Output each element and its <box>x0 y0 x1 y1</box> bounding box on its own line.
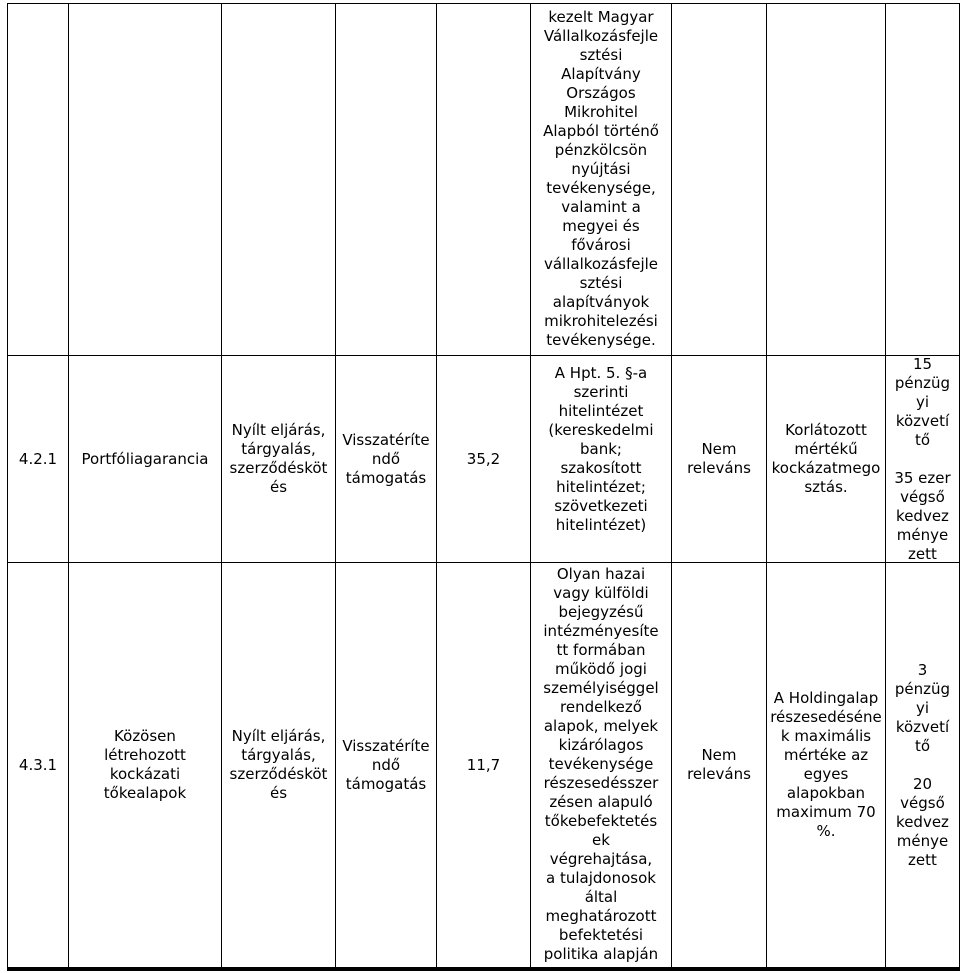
relevance-text: Nem releváns <box>687 440 751 477</box>
table-bottom-border <box>7 967 960 971</box>
relevance-cell <box>672 563 766 967</box>
eligible-cell <box>531 364 671 562</box>
relevance-cell <box>672 356 766 562</box>
row-id-cell <box>8 563 68 967</box>
limit-text: A Holdingalap részesedéséne k maximális mértéke az egyes alapokban maximum 70 %. <box>770 689 882 840</box>
limit-cell <box>767 356 885 562</box>
beneficiaries-text: 3 pénzüg yi közvetí tő 20 végső kedvez ménye zett <box>894 660 951 869</box>
procedure-cell <box>222 563 335 967</box>
amount-text: 11,7 <box>466 755 501 774</box>
name-text: Közösen létrehozott kockázati tőkealapok <box>103 727 187 802</box>
beneficiaries-text: 15 pénzüg yi közvetí tő 35 ezer végső kedvez ménye zett <box>894 354 951 563</box>
relevance-text: Nem releváns <box>687 746 751 783</box>
name-text: Portfóliagarancia <box>81 449 209 468</box>
beneficiaries-cell <box>886 356 959 562</box>
table-top-border <box>7 3 960 4</box>
procedure-text: Nyílt eljárás, tárgyalás, szerződésköt és <box>229 421 328 496</box>
name-cell <box>69 563 221 967</box>
support-text: Visszatéríte ndő támogatás <box>342 736 430 793</box>
support-cell <box>336 356 436 562</box>
amount-cell <box>437 356 530 562</box>
name-cell <box>69 356 221 562</box>
support-cell <box>336 563 436 967</box>
row-id-cell <box>8 356 68 562</box>
beneficiaries-cell <box>886 563 959 967</box>
eligible-text: A Hpt. 5. §-a szerinti hitelintézet (kereskedelmi bank; szakosított hitelintézet; szövetkezeti hitelintézet) <box>548 364 654 534</box>
eligible-cell <box>531 565 671 967</box>
amount-text: 35,2 <box>466 449 501 468</box>
procedure-text: Nyílt eljárás, tárgyalás, szerződésköt és <box>229 727 328 802</box>
support-text: Visszatéríte ndő támogatás <box>342 430 430 487</box>
limit-cell <box>767 563 885 967</box>
eligible-text: Olyan hazai vagy külföldi bejegyzésű intézményesíte tt formában működő jogi személyiséggel rendelkező alapok, melyek kizárólagos tevékenysége részesedésszer zésen alapuló tőkebefektetés ek végrehajtása, a tulajdonosok által meghatározott befektetési politika alapján <box>543 565 659 963</box>
row-id: 4.2.1 <box>18 449 58 468</box>
continuation-cell <box>531 8 671 355</box>
row-id: 4.3.1 <box>18 755 58 774</box>
limit-text: Korlátozott mértékű kockázatmego sztás. <box>771 421 881 496</box>
procedure-cell <box>222 356 335 562</box>
amount-cell <box>437 563 530 967</box>
continuation-text: kezelt Magyar Vállalkozásfejle sztési Alapítvány Országos Mikrohitel Alapból történő pénzkölcsön nyújtási tevékenysége, valamint a megyei és fővárosi vállalkozásfejle sztési alapítványok mikrohitelezési tevékenysége. <box>543 8 659 349</box>
